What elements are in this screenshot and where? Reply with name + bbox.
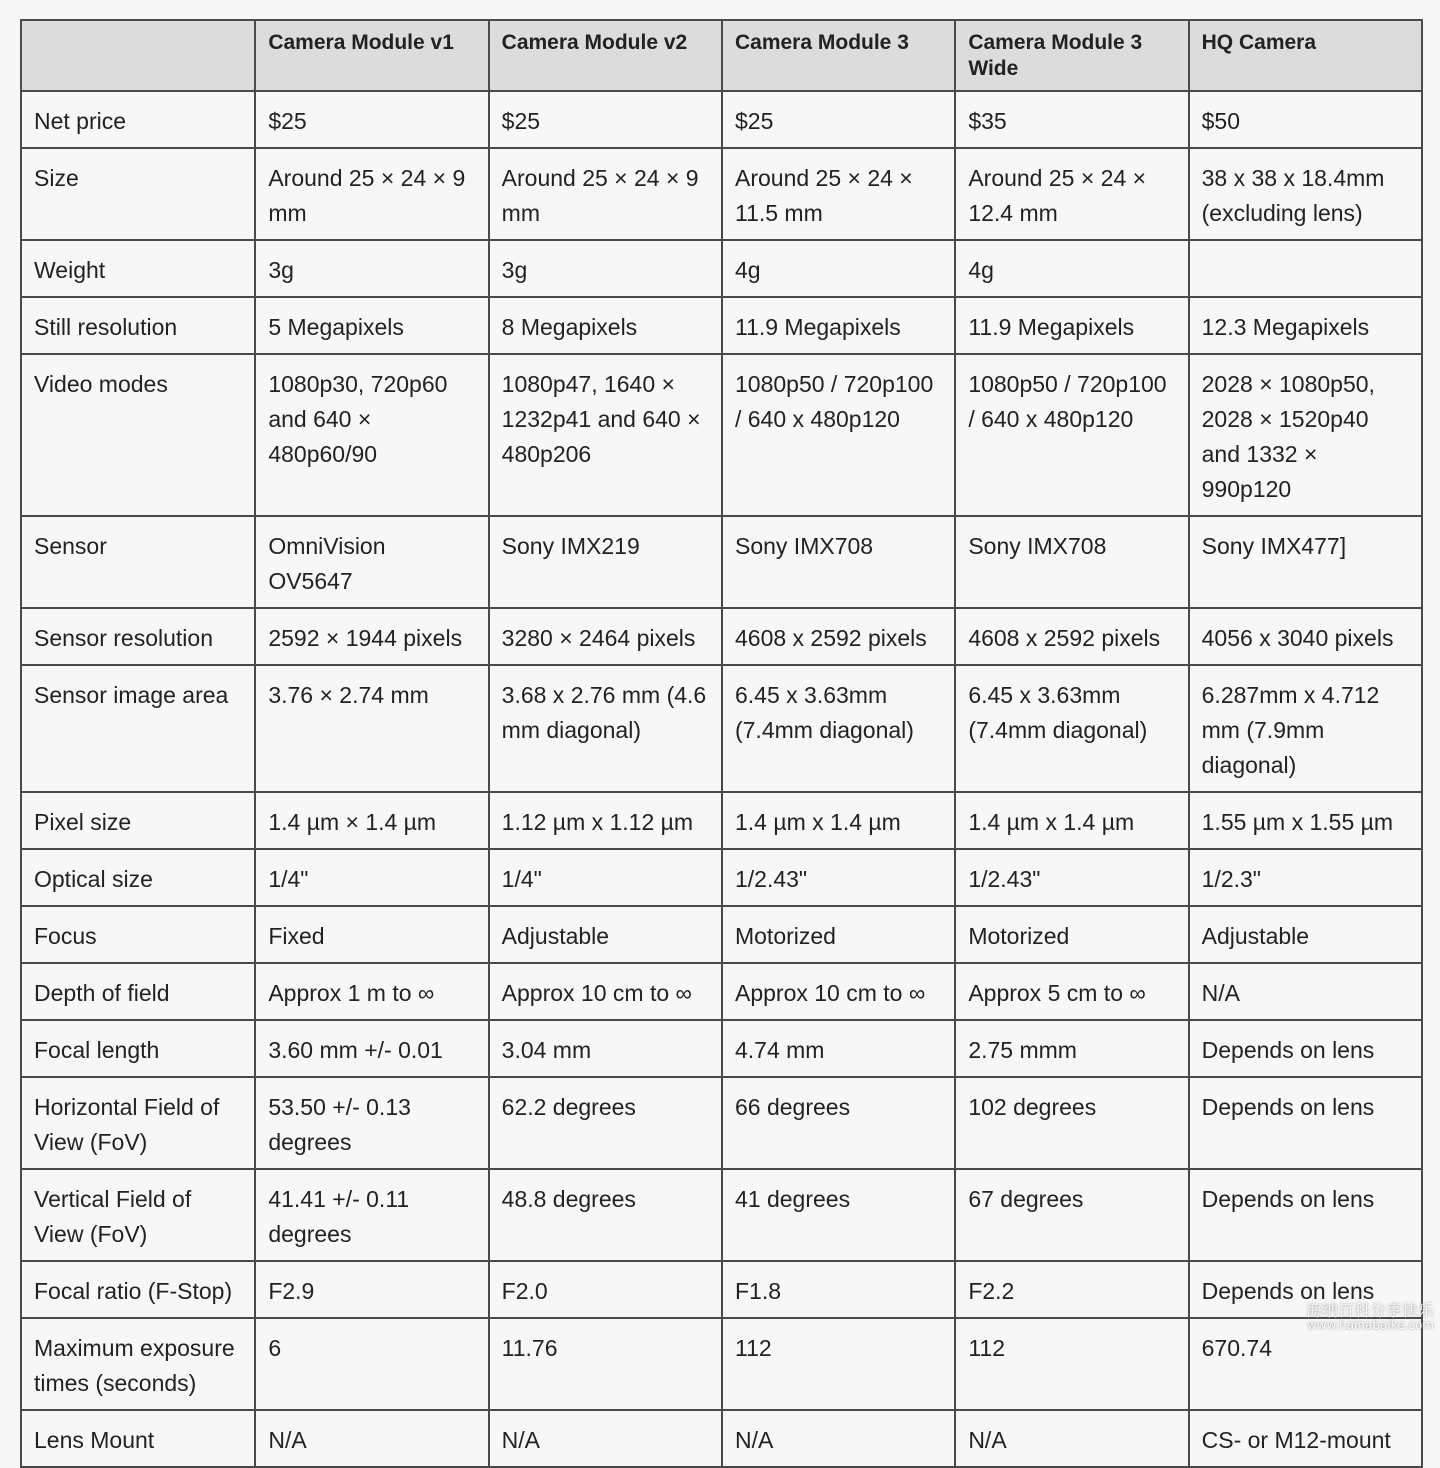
table-cell: Around 25 × 24 × 9 mm: [255, 148, 488, 240]
table-cell: 1/4": [255, 849, 488, 906]
table-cell: 67 degrees: [955, 1169, 1188, 1261]
watermark: [1306, 1303, 1434, 1332]
table-cell: 48.8 degrees: [489, 1169, 722, 1261]
watermark-text: 海纳百科分享快乐: [1305, 1301, 1434, 1320]
table-cell: 3.60 mm +/- 0.01: [255, 1020, 488, 1077]
column-header: Camera Module 3 Wide: [955, 20, 1188, 91]
table-row: [21, 1020, 1422, 1077]
table-cell: Sony IMX477]: [1189, 516, 1422, 608]
table-row: [21, 240, 1422, 297]
table-row: [21, 792, 1422, 849]
column-header: Camera Module v2: [489, 20, 722, 91]
table-cell: Fixed: [255, 906, 488, 963]
table-cell: $25: [255, 91, 488, 148]
table-header-row: [21, 20, 1422, 91]
table-cell: 1/2.3": [1189, 849, 1422, 906]
table-cell: N/A: [722, 1410, 955, 1467]
table-cell: F2.0: [489, 1261, 722, 1318]
row-label: Sensor image area: [21, 665, 255, 792]
table-cell: $25: [722, 91, 955, 148]
table-cell: Motorized: [955, 906, 1188, 963]
column-header: HQ Camera: [1189, 20, 1422, 91]
table-cell: 5 Megapixels: [255, 297, 488, 354]
table-cell: 4056 x 3040 pixels: [1189, 608, 1422, 665]
table-cell: 6.45 x 3.63mm (7.4mm diagonal): [955, 665, 1188, 792]
table-row: [21, 297, 1422, 354]
table-cell: 2592 × 1944 pixels: [255, 608, 488, 665]
table-row: [21, 608, 1422, 665]
table-cell: 3.04 mm: [489, 1020, 722, 1077]
table-cell: N/A: [489, 1410, 722, 1467]
table-cell: 4g: [722, 240, 955, 297]
table-cell: 3g: [255, 240, 488, 297]
table-cell: 53.50 +/- 0.13 degrees: [255, 1077, 488, 1169]
table-cell: 4g: [955, 240, 1188, 297]
row-label: Pixel size: [21, 792, 255, 849]
row-label: Focus: [21, 906, 255, 963]
table-cell: Sony IMX219: [489, 516, 722, 608]
table-cell: 1/2.43": [955, 849, 1188, 906]
table-cell: 4608 x 2592 pixels: [955, 608, 1188, 665]
table-cell: 112: [955, 1318, 1188, 1410]
table-cell: F2.2: [955, 1261, 1188, 1318]
table-cell: 11.9 Megapixels: [955, 297, 1188, 354]
table-cell: Around 25 × 24 × 12.4 mm: [955, 148, 1188, 240]
table-row: [21, 354, 1422, 516]
table-row: [21, 1261, 1422, 1318]
table-cell: 112: [722, 1318, 955, 1410]
table-cell: $25: [489, 91, 722, 148]
row-label: Focal ratio (F-Stop): [21, 1261, 255, 1318]
table-cell: Depends on lens: [1189, 1169, 1422, 1261]
table-row: [21, 91, 1422, 148]
table-row: [21, 1169, 1422, 1261]
table-cell: 11.9 Megapixels: [722, 297, 955, 354]
table-cell: 66 degrees: [722, 1077, 955, 1169]
table-cell: 2.75 mmm: [955, 1020, 1188, 1077]
row-label: Vertical Field of View (FoV): [21, 1169, 255, 1261]
table-row: [21, 148, 1422, 240]
table-cell: 1080p47, 1640 × 1232p41 and 640 × 480p206: [489, 354, 722, 516]
table-row: [21, 1318, 1422, 1410]
table-row: [21, 906, 1422, 963]
row-label: Lens Mount: [21, 1410, 255, 1467]
table-cell: 1.12 µm x 1.12 µm: [489, 792, 722, 849]
table-cell: 1.4 µm x 1.4 µm: [955, 792, 1188, 849]
table-cell: Depends on lens: [1189, 1020, 1422, 1077]
table-row: [21, 963, 1422, 1020]
table-cell: Depends on lens: [1189, 1261, 1422, 1318]
table-cell: 6.45 x 3.63mm (7.4mm diagonal): [722, 665, 955, 792]
table-cell: 3.76 × 2.74 mm: [255, 665, 488, 792]
table-cell: 670.74: [1189, 1318, 1422, 1410]
row-label: Weight: [21, 240, 255, 297]
row-label: Video modes: [21, 354, 255, 516]
table-row: [21, 849, 1422, 906]
table-cell: 41.41 +/- 0.11 degrees: [255, 1169, 488, 1261]
table-cell: Adjustable: [489, 906, 722, 963]
table-cell: [1189, 240, 1422, 297]
table-cell: Around 25 × 24 × 11.5 mm: [722, 148, 955, 240]
table-cell: F1.8: [722, 1261, 955, 1318]
camera-spec-table: [20, 19, 1423, 1468]
column-header: [21, 20, 255, 91]
table-cell: 1080p50 / 720p100 / 640 x 480p120: [955, 354, 1188, 516]
table-cell: Approx 5 cm to ∞: [955, 963, 1188, 1020]
table-cell: 8 Megapixels: [489, 297, 722, 354]
row-label: Still resolution: [21, 297, 255, 354]
table-cell: OmniVision OV5647: [255, 516, 488, 608]
table-cell: F2.9: [255, 1261, 488, 1318]
table-cell: 1.55 µm x 1.55 µm: [1189, 792, 1422, 849]
table-cell: 3.68 x 2.76 mm (4.6 mm diagonal): [489, 665, 722, 792]
table-cell: 1/2.43": [722, 849, 955, 906]
table-cell: 1/4": [489, 849, 722, 906]
table-cell: Around 25 × 24 × 9 mm: [489, 148, 722, 240]
table-cell: 102 degrees: [955, 1077, 1188, 1169]
row-label: Focal length: [21, 1020, 255, 1077]
table-cell: CS- or M12-mount: [1189, 1410, 1422, 1467]
table-cell: Sony IMX708: [722, 516, 955, 608]
table-cell: 41 degrees: [722, 1169, 955, 1261]
table-cell: 3g: [489, 240, 722, 297]
table-cell: 6.287mm x 4.712 mm (7.9mm diagonal): [1189, 665, 1422, 792]
row-label: Sensor resolution: [21, 608, 255, 665]
row-label: Depth of field: [21, 963, 255, 1020]
table-cell: $50: [1189, 91, 1422, 148]
table-row: [21, 1410, 1422, 1467]
column-header: Camera Module v1: [255, 20, 488, 91]
table-cell: 11.76: [489, 1318, 722, 1410]
table-cell: 6: [255, 1318, 488, 1410]
row-label: Sensor: [21, 516, 255, 608]
table-cell: 2028 × 1080p50, 2028 × 1520p40 and 1332 × 990p120: [1189, 354, 1422, 516]
table-cell: 3280 × 2464 pixels: [489, 608, 722, 665]
table-cell: N/A: [255, 1410, 488, 1467]
column-header: Camera Module 3: [722, 20, 955, 91]
table-cell: 62.2 degrees: [489, 1077, 722, 1169]
table-cell: 1.4 µm × 1.4 µm: [255, 792, 488, 849]
table-cell: 1.4 µm x 1.4 µm: [722, 792, 955, 849]
table-cell: Approx 1 m to ∞: [255, 963, 488, 1020]
row-label: Net price: [21, 91, 255, 148]
row-label: Optical size: [21, 849, 255, 906]
table-cell: 4.74 mm: [722, 1020, 955, 1077]
table-row: [21, 665, 1422, 792]
row-label: Horizontal Field of View (FoV): [21, 1077, 255, 1169]
table-cell: Sony IMX708: [955, 516, 1188, 608]
table-cell: Depends on lens: [1189, 1077, 1422, 1169]
table-cell: Motorized: [722, 906, 955, 963]
table-cell: 12.3 Megapixels: [1189, 297, 1422, 354]
table-cell: Approx 10 cm to ∞: [489, 963, 722, 1020]
table-cell: N/A: [955, 1410, 1188, 1467]
row-label: Size: [21, 148, 255, 240]
table-cell: 38 x 38 x 18.4mm (excluding lens): [1189, 148, 1422, 240]
table-row: [21, 516, 1422, 608]
table-cell: N/A: [1189, 963, 1422, 1020]
row-label: Maximum exposure times (seconds): [21, 1318, 255, 1410]
table-cell: 1080p50 / 720p100 / 640 x 480p120: [722, 354, 955, 516]
table-cell: $35: [955, 91, 1188, 148]
table-cell: 1080p30, 720p60 and 640 × 480p60/90: [255, 354, 488, 516]
table-cell: Approx 10 cm to ∞: [722, 963, 955, 1020]
watermark-url: www.hainabaike.com: [1306, 1318, 1434, 1332]
table-cell: 4608 x 2592 pixels: [722, 608, 955, 665]
table-row: [21, 1077, 1422, 1169]
table-cell: Adjustable: [1189, 906, 1422, 963]
